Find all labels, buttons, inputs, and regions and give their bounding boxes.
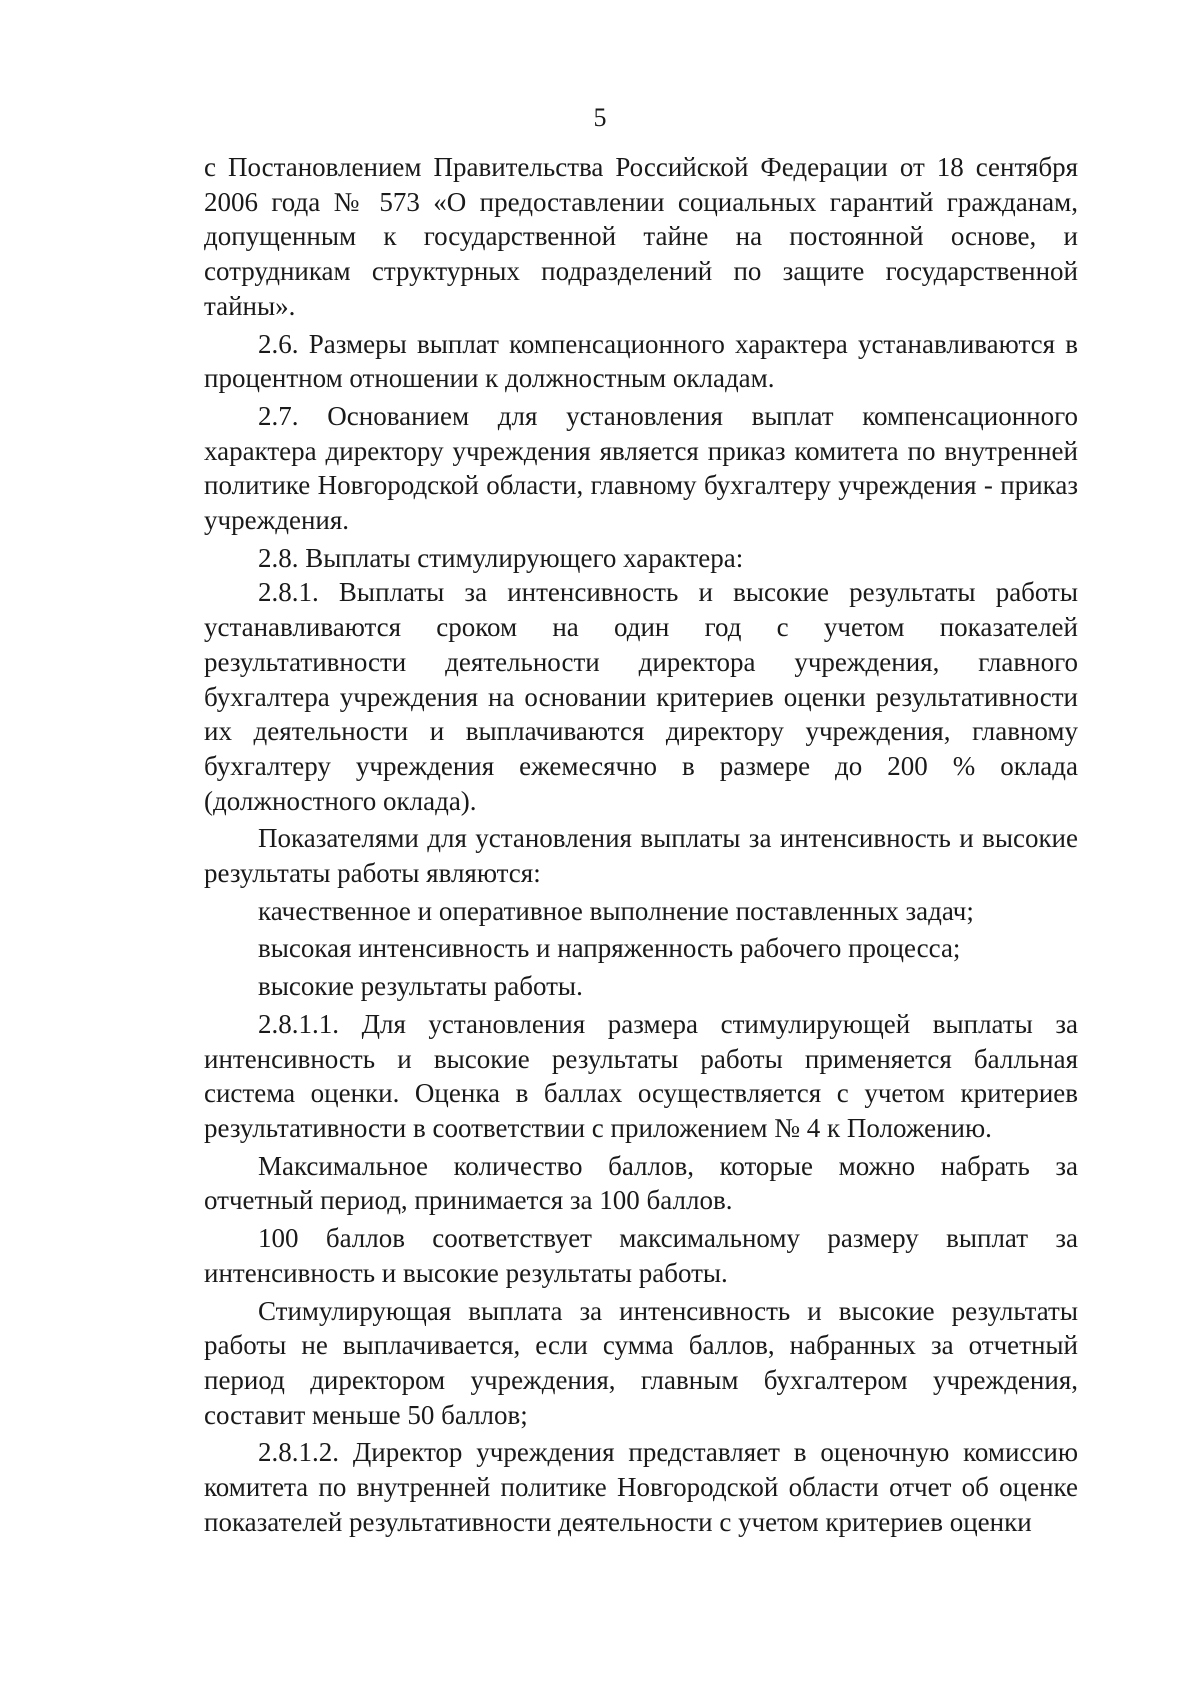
paragraph-not-paid: Стимулирующая выплата за интенсивность и высокие результаты работы не выплачивается, если сумма баллов, набранных за отчетный период директором учреждения, главным бухгалтером учреждения, составит меньше 50 баллов; [204, 1295, 1078, 1430]
list-item: качественное и оперативное выполнение поставленных задач; [258, 895, 974, 926]
document-body [204, 150, 1078, 1539]
paragraph-2-6: 2.6. Размеры выплат компенсационного характера устанавливаются в процентном отношении к должностным окладам. [204, 328, 1078, 394]
paragraph-2-8-1-2: 2.8.1.2. Директор учреждения представляет в оценочную комиссию комитета по внутренней политике Новгородской области отчет об оценке показателей результативности деятельности с учетом критериев оценки [204, 1437, 1078, 1537]
paragraph-2-7: 2.7. Основанием для установления выплат компенсационного характера директору учреждения является приказ комитета по внутренней политике Новгородской области, главному бухгалтеру учреждения - приказ учреждения. [204, 400, 1078, 536]
list-item: высокие результаты работы. [258, 971, 583, 1002]
paragraph-max-points: Максимальное количество баллов, которые можно набрать за отчетный период, принимается за 100 баллов. [204, 1150, 1078, 1216]
page-number: 5 [593, 103, 607, 132]
paragraph-continuation: с Постановлением Правительства Российской Федерации от 18 сентября 2006 года № 573 «О предоставлении социальных гарантий гражданам, допущенным к государственной тайне на постоянной основе, и сотрудникам структурных подразделений по защите государственной тайны». [204, 152, 1078, 321]
paragraph-2-8-1-1: 2.8.1.1. Для установления размера стимулирующей выплаты за интенсивность и высокие результаты работы применяется балльная система оценки. Оценка в баллах осуществляется с учетом критериев результативности в соответствии с приложением № 4 к Положению. [204, 1008, 1078, 1143]
paragraph-100-points: 100 баллов соответствует максимальному размеру выплат за интенсивность и высокие результаты работы. [204, 1223, 1078, 1288]
list-item: высокая интенсивность и напряженность рабочего процесса; [258, 933, 961, 964]
paragraph-2-8-1: 2.8.1. Выплаты за интенсивность и высокие результаты работы устанавливаются сроком на один год с учетом показателей результативности деятельности директора учреждения, главного бухгалтера учреждения на основании критериев оценки результативности их деятельности и выплачиваются директору учреждения, главному бухгалтеру учреждения ежемесячно в размере до 200 % оклада (должностного оклада). [204, 577, 1078, 816]
paragraph-indicators: Показателями для установления выплаты за интенсивность и высокие результаты работы являются: [204, 823, 1078, 889]
paragraph-2-8: 2.8. Выплаты стимулирующего характера: [258, 542, 744, 573]
